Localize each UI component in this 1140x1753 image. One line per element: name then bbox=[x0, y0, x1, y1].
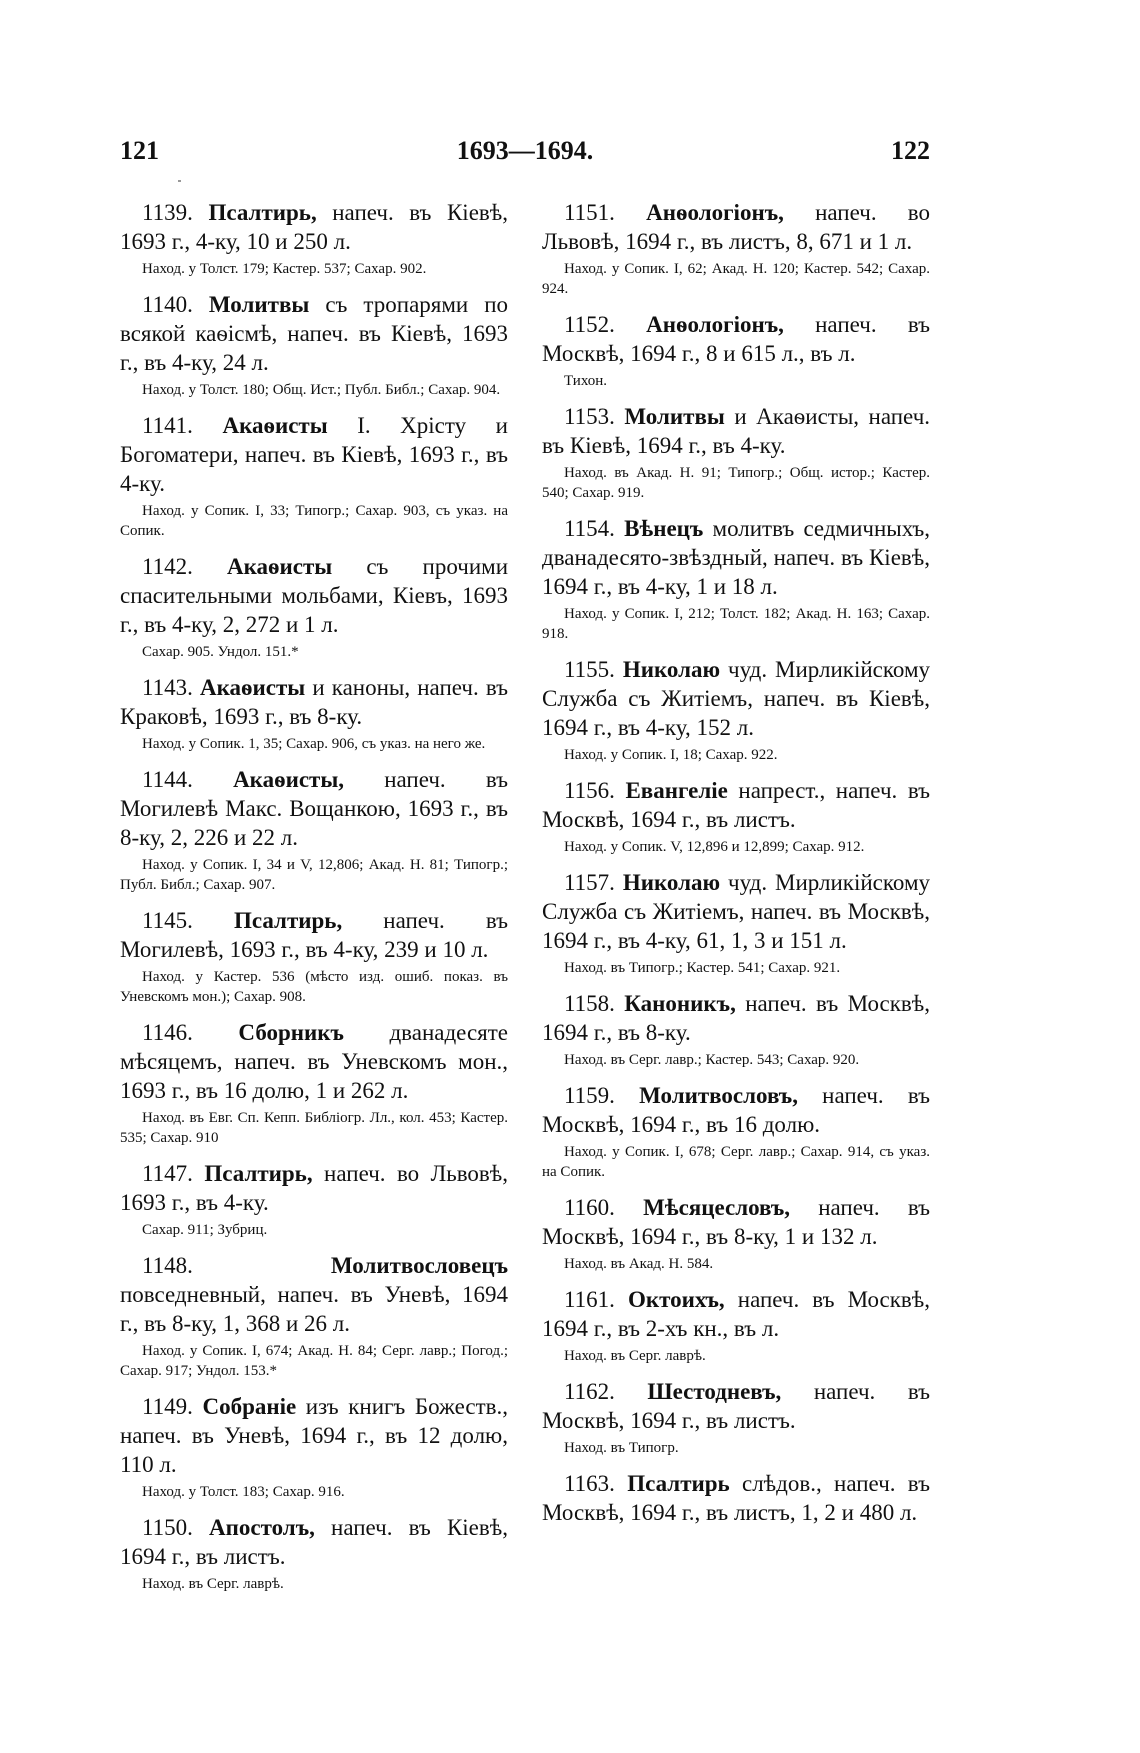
catalog-entry bbox=[542, 310, 930, 391]
entry-number: 1146. bbox=[142, 1020, 193, 1045]
entry-title: Собраніе bbox=[202, 1394, 297, 1419]
entry-description bbox=[120, 673, 508, 731]
entry-number: 1163. bbox=[564, 1471, 615, 1496]
entry-number: 1147. bbox=[142, 1161, 193, 1186]
left-column bbox=[120, 198, 508, 1605]
entry-text: напеч. въ Могилевѣ Макс. Вощанкою, 1693 г., въ 8-ку, 2, 226 и 22 л. bbox=[120, 767, 509, 850]
entry-text: І. Хрісту и Богоматери, напеч. въ Кіевѣ, 1693 г., въ 4-ку. bbox=[120, 413, 508, 496]
entry-text: чуд. Мирликійскому Служба съ Житіемъ, напеч. въ Москвѣ, 1694 г., въ 4-ку, 61, 1, 3 и 151 л. bbox=[542, 870, 930, 953]
entry-description bbox=[542, 402, 930, 460]
entry-number: 1145. bbox=[142, 908, 193, 933]
entry-description bbox=[542, 514, 930, 601]
entry-location-note: Наход. въ Серг. лаврѣ. bbox=[564, 1348, 706, 1364]
catalog-entry bbox=[542, 776, 930, 857]
entry-location-note: Сахар. 911; Зубриц. bbox=[142, 1222, 268, 1238]
entry-number: 1151. bbox=[564, 200, 615, 225]
entry-title: Каноникъ, bbox=[624, 991, 736, 1016]
entry-number: 1157. bbox=[564, 870, 615, 895]
entry-description bbox=[120, 290, 508, 377]
entry-title: Мѣсяцесловъ, bbox=[643, 1195, 791, 1220]
entry-number: 1162. bbox=[564, 1379, 615, 1404]
entry-text: изъ книгъ Божеств., напеч. въ Уневѣ, 1694 г., въ 12 долю, 110 л. bbox=[120, 1394, 508, 1477]
page-number-right: 122 bbox=[891, 136, 930, 165]
entry-description bbox=[542, 868, 930, 955]
entry-number: 1156. bbox=[564, 778, 615, 803]
catalog-entry bbox=[542, 655, 930, 765]
entry-text: молитвъ седмичныхъ, дванадесято-звѣздный, напеч. въ Кіевѣ, 1694 г., въ 4-ку, 1 и 18 л. bbox=[542, 516, 931, 599]
catalog-entry bbox=[120, 673, 508, 754]
entry-description bbox=[120, 1251, 508, 1338]
entry-text: повседневный, напеч. въ Уневѣ, 1694 г., въ 8-ку, 1, 368 и 26 л. bbox=[120, 1282, 508, 1336]
entry-description bbox=[542, 1285, 930, 1343]
entry-number: 1143. bbox=[142, 675, 193, 700]
entry-location-note: Наход. у Сопик. I, 18; Сахар. 922. bbox=[564, 747, 778, 763]
entry-text: напеч. въ Москвѣ, 1694 г., 8 и 615 л., въ л. bbox=[542, 312, 931, 366]
entry-location-note: Наход. у Толст. 183; Сахар. 916. bbox=[142, 1484, 345, 1500]
entry-number: 1139. bbox=[142, 200, 193, 225]
entry-title: Николаю bbox=[622, 657, 721, 682]
entry-title: Вѣнецъ bbox=[624, 516, 704, 541]
entry-description bbox=[120, 1159, 508, 1217]
catalog-entry bbox=[542, 1285, 930, 1366]
catalog-entry bbox=[120, 906, 508, 1007]
entry-text: слѣдов., напеч. въ Москвѣ, 1694 г., въ листъ, 1, 2 и 480 л. bbox=[542, 1471, 930, 1525]
entry-location-note: Наход. въ Серг. лавр.; Кастер. 543; Сахар. 920. bbox=[564, 1052, 860, 1068]
entry-number: 1160. bbox=[564, 1195, 615, 1220]
entry-title: Октоихъ, bbox=[628, 1287, 725, 1312]
entry-text: напеч. въ Кіевѣ, 1693 г., 4-ку, 10 и 250 л. bbox=[120, 200, 509, 254]
entry-description bbox=[120, 765, 508, 852]
entry-location-note: Наход. у Сопик. 1, 35; Сахар. 906, съ указ. на него же. bbox=[142, 736, 486, 752]
entry-text: и каноны, напеч. въ Краковѣ, 1693 г., въ 8-ку. bbox=[120, 675, 508, 729]
entry-title: Акаѳисты, bbox=[233, 767, 345, 792]
entry-location-note: Сахар. 905. Ундол. 151.* bbox=[142, 644, 299, 660]
entry-title: Акаѳисты bbox=[222, 413, 328, 438]
entry-description bbox=[120, 411, 508, 498]
entry-title: Анѳологіонъ, bbox=[646, 200, 784, 225]
entry-number: 1142. bbox=[142, 554, 193, 579]
entry-number: 1152. bbox=[564, 312, 615, 337]
entry-description bbox=[542, 776, 930, 834]
entry-location-note: Тихон. bbox=[564, 373, 608, 389]
entry-title: Псалтирь, bbox=[204, 1161, 313, 1186]
entry-number: 1158. bbox=[564, 991, 615, 1016]
entry-number: 1153. bbox=[564, 404, 615, 429]
catalog-entry bbox=[120, 765, 508, 895]
entry-title: Анѳологіонъ, bbox=[646, 312, 784, 337]
entry-text: съ прочими спасительными мольбами, Кіевъ, 1693 г., въ 4-ку, 2, 272 и 1 л. bbox=[120, 554, 509, 637]
entry-title: Молитвы bbox=[208, 292, 310, 317]
entry-title: Евангеліе bbox=[625, 778, 728, 803]
entry-title: Акаѳисты bbox=[227, 554, 333, 579]
running-title-years: 1693—1694. bbox=[456, 136, 594, 165]
entry-location-note: Наход. у Толст. 179; Кастер. 537; Сахар. 902. bbox=[142, 261, 427, 277]
entry-description bbox=[542, 1377, 930, 1435]
entry-number: 1155. bbox=[564, 657, 615, 682]
entry-title: Молитвословецъ bbox=[330, 1253, 508, 1278]
entry-text: напеч. въ Могилевѣ, 1693 г., въ 4-ку, 239 и 10 л. bbox=[120, 908, 508, 962]
entry-location-note: Наход. у Сопик. I, 674; Акад. Н. 84; Серг. лавр.; Погод.; Сахар. 917; Ундол. 153.* bbox=[120, 1343, 508, 1379]
entry-title: Молитвословъ, bbox=[639, 1083, 798, 1108]
entry-description bbox=[542, 1193, 930, 1251]
entry-title: Акаѳисты bbox=[200, 675, 306, 700]
entry-title: Сборникъ bbox=[238, 1020, 344, 1045]
entry-number: 1149. bbox=[142, 1394, 193, 1419]
entry-text: напеч. во Львовѣ, 1694 г., въ листъ, 8, 671 и 1 л. bbox=[542, 200, 930, 254]
entry-description bbox=[542, 655, 930, 742]
entry-description bbox=[542, 1081, 930, 1139]
catalog-entry bbox=[542, 402, 930, 503]
entry-text: напрест., напеч. въ Москвѣ, 1694 г., въ листъ. bbox=[542, 778, 930, 832]
entry-text: и Акаѳисты, напеч. въ Кіевѣ, 1694 г., въ 4-ку. bbox=[542, 404, 931, 458]
entry-location-note: Наход. въ Серг. лаврѣ. bbox=[142, 1576, 284, 1592]
entry-text: напеч. въ Москвѣ, 1694 г., въ 8-ку. bbox=[542, 991, 931, 1045]
entry-title: Шестодневъ, bbox=[647, 1379, 782, 1404]
entry-location-note: Наход. у Сопик. I, 33; Типогр.; Сахар. 903, съ указ. на Сопик. bbox=[120, 503, 508, 539]
entry-text: чуд. Мирликійскому Служба съ Житіемъ, напеч. въ Кіевѣ, 1694 г., въ 4-ку, 152 л. bbox=[542, 657, 930, 740]
entry-location-note: Наход. у Сопик. V, 12,896 и 12,899; Сахар. 912. bbox=[564, 839, 865, 855]
entry-number: 1161. bbox=[564, 1287, 615, 1312]
entry-description bbox=[542, 310, 930, 368]
entry-title: Псалтирь, bbox=[233, 908, 343, 933]
entry-title: Николаю bbox=[622, 870, 721, 895]
entry-title: Псалтирь, bbox=[208, 200, 317, 225]
catalog-entry bbox=[542, 989, 930, 1070]
catalog-entry bbox=[120, 1513, 508, 1594]
entry-text: дванадесяте мѣсяцемъ, напеч. въ Уневскомъ мон., 1693 г., въ 16 долю, 1 и 262 л. bbox=[120, 1020, 508, 1103]
entry-description bbox=[120, 1513, 508, 1571]
right-column bbox=[542, 198, 930, 1538]
entry-location-note: Наход. у Толст. 180; Общ. Ист.; Публ. Библ.; Сахар. 904. bbox=[142, 382, 501, 398]
entry-number: 1159. bbox=[564, 1083, 615, 1108]
page-number-left: 121 bbox=[120, 136, 159, 165]
entry-title: Псалтирь bbox=[627, 1471, 730, 1496]
entry-number: 1148. bbox=[142, 1253, 193, 1278]
entry-title: Апостолъ, bbox=[209, 1515, 315, 1540]
entry-description bbox=[120, 906, 508, 964]
catalog-entry bbox=[120, 290, 508, 400]
entry-number: 1144. bbox=[142, 767, 193, 792]
entry-number: 1140. bbox=[142, 292, 193, 317]
entry-text: напеч. въ Москвѣ, 1694 г., въ 2-хъ кн., въ л. bbox=[542, 1287, 931, 1341]
entry-location-note: Наход. у Сопик. I, 62; Акад. Н. 120; Кастер. 542; Сахар. 924. bbox=[542, 261, 930, 297]
entry-location-note: Наход. у Кастер. 536 (мѣсто изд. ошиб. показ. въ Уневскомъ мон.); Сахар. 908. bbox=[120, 969, 508, 1005]
entry-text: съ тропарями по всякой каѳісмѣ, напеч. въ Кіевѣ, 1693 г., въ 4-ку, 24 л. bbox=[120, 292, 509, 375]
entry-title: Молитвы bbox=[624, 404, 725, 429]
catalog-entry bbox=[120, 1392, 508, 1502]
entry-number: 1154. bbox=[564, 516, 615, 541]
page-header bbox=[120, 136, 930, 172]
entry-description bbox=[120, 198, 508, 256]
entry-location-note: Наход. у Сопик. I, 212; Толст. 182; Акад. Н. 163; Сахар. 918. bbox=[542, 606, 930, 642]
entry-text: напеч. въ Москвѣ, 1694 г., въ листъ. bbox=[542, 1379, 930, 1433]
entry-number: 1141. bbox=[142, 413, 193, 438]
catalog-entry bbox=[542, 198, 930, 299]
entry-location-note: Наход. въ Акад. Н. 584. bbox=[564, 1256, 714, 1272]
catalog-entry bbox=[542, 1081, 930, 1182]
catalog-entry bbox=[120, 411, 508, 541]
entry-description bbox=[120, 552, 508, 639]
entry-text: напеч. въ Кіевѣ, 1694 г., въ листъ. bbox=[120, 1515, 508, 1569]
catalog-entry bbox=[120, 1159, 508, 1240]
entry-location-note: Наход. въ Евг. Сп. Кепп. Библіогр. Лл., кол. 453; Кастер. 535; Сахар. 910 bbox=[120, 1110, 508, 1146]
catalog-entry bbox=[542, 1377, 930, 1458]
entry-description bbox=[542, 1469, 930, 1527]
stray-mark bbox=[178, 180, 181, 182]
catalog-entry bbox=[120, 1018, 508, 1148]
entry-location-note: Наход. въ Типогр.; Кастер. 541; Сахар. 921. bbox=[564, 960, 841, 976]
catalog-entry bbox=[542, 514, 930, 644]
entry-number: 1150. bbox=[142, 1515, 193, 1540]
catalog-entry bbox=[120, 552, 508, 662]
catalog-entry bbox=[120, 198, 508, 279]
entry-description bbox=[120, 1018, 508, 1105]
catalog-entry bbox=[542, 868, 930, 978]
catalog-entry bbox=[120, 1251, 508, 1381]
entry-location-note: Наход. въ Акад. Н. 91; Типогр.; Общ. истор.; Кастер. 540; Сахар. 919. bbox=[542, 465, 930, 501]
entry-text: напеч. въ Москвѣ, 1694 г., въ 8-ку, 1 и 132 л. bbox=[542, 1195, 931, 1249]
entry-location-note: Наход. въ Типогр. bbox=[564, 1440, 679, 1456]
entry-location-note: Наход. у Сопик. I, 34 и V, 12,806; Акад. Н. 81; Типогр.; Публ. Библ.; Сахар. 907. bbox=[120, 857, 508, 893]
catalog-entry bbox=[542, 1193, 930, 1274]
entry-text: напеч. въ Москвѣ, 1694 г., въ 16 долю. bbox=[542, 1083, 930, 1137]
catalog-entry bbox=[542, 1469, 930, 1527]
entry-description bbox=[120, 1392, 508, 1479]
entry-location-note: Наход. у Сопик. I, 678; Серг. лавр.; Сахар. 914, съ указ. на Сопик. bbox=[542, 1144, 930, 1180]
entry-text: напеч. во Львовѣ, 1693 г., въ 4-ку. bbox=[120, 1161, 509, 1215]
entry-description bbox=[542, 198, 930, 256]
entry-description bbox=[542, 989, 930, 1047]
